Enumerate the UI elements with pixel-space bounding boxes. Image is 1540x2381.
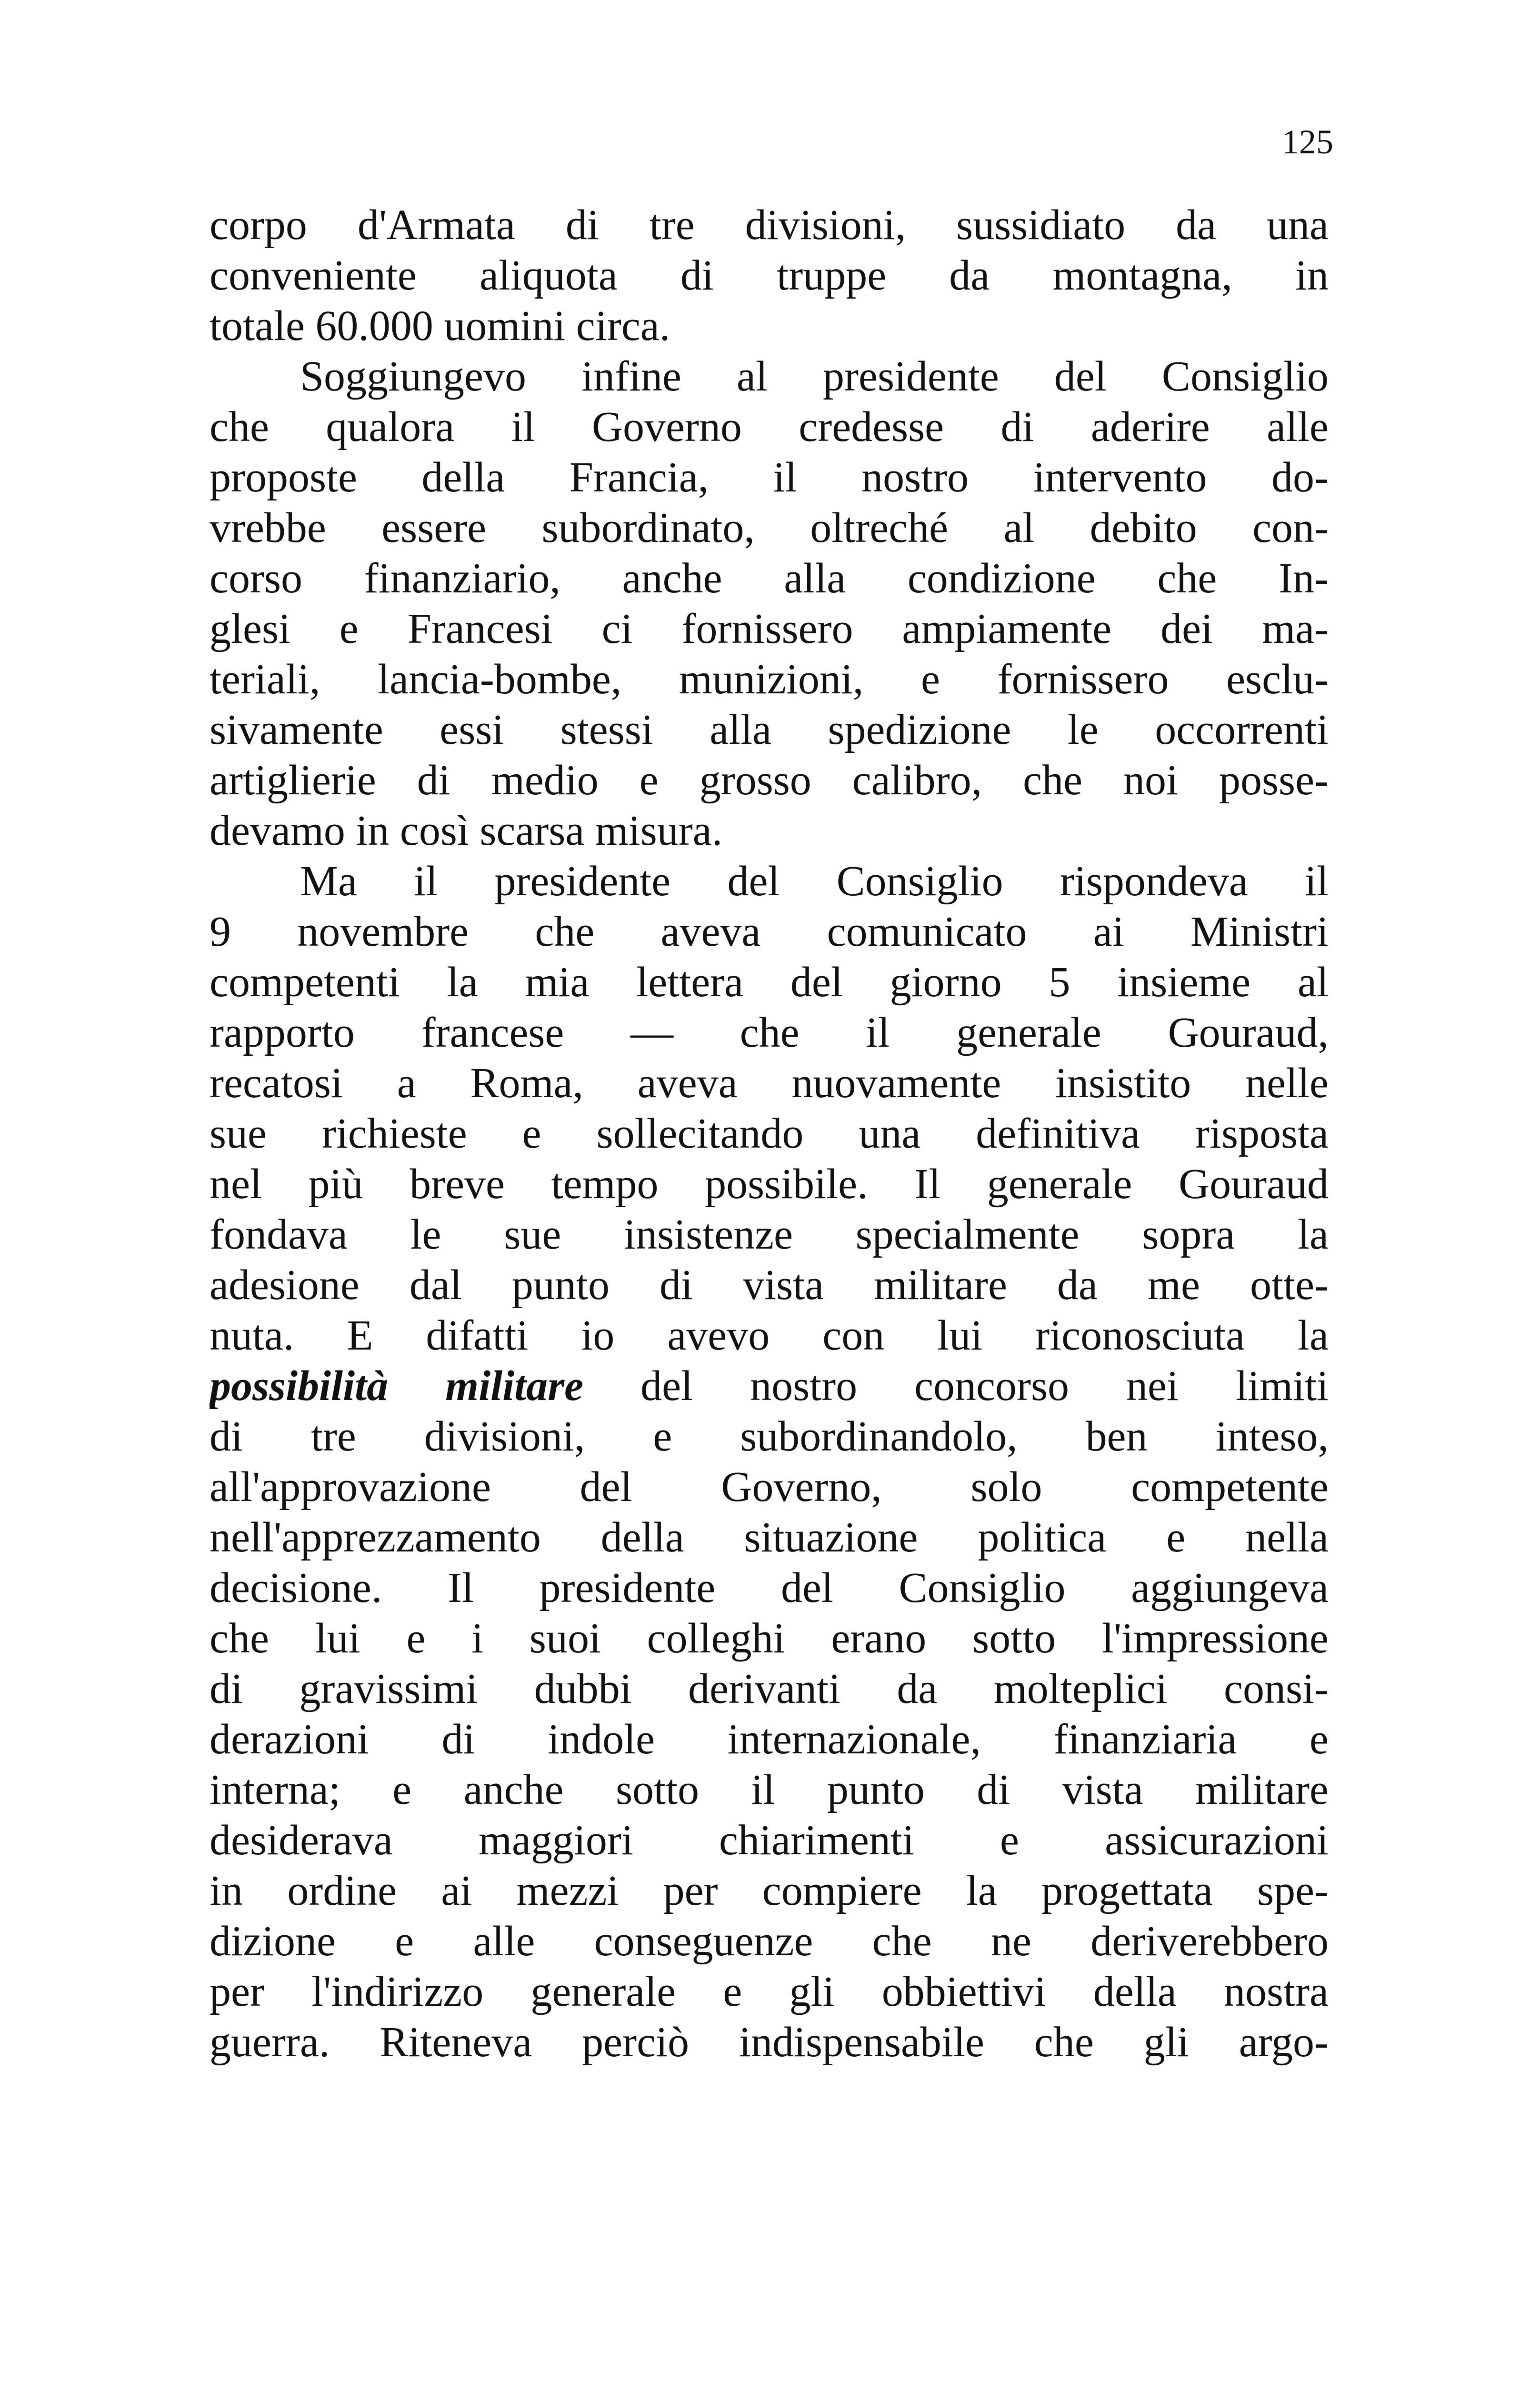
text-line: nuta. E difatti io avevo con lui riconosciuta la [210,1312,1329,1359]
text-line: artiglierie di medio e grosso calibro, che noi posse- [210,757,1329,804]
text-line: glesi e Francesi ci fornissero ampiamente dei ma- [210,605,1329,652]
text-line: per l'indirizzo generale e gli obbiettivi della nostra [210,1968,1329,2015]
text-line: decisione. Il presidente del Consiglio aggiungeva [210,1564,1329,1611]
text-fragment: del nostro concorso nei limiti [640,1362,1329,1410]
text-line: nell'apprezzamento della situazione politica e nella [210,1514,1329,1561]
text-line: proposte della Francia, il nostro intervento do- [210,454,1329,501]
text-line: devamo in così scarsa misura. [210,807,723,854]
text-line: di tre divisioni, e subordinandolo, ben inteso, [210,1413,1329,1460]
text-line: 9 novembre che aveva comunicato ai Ministri [210,908,1329,955]
text-line: desiderava maggiori chiarimenti e assicurazioni [210,1817,1329,1864]
text-line: rapporto francese — che il generale Gouraud, [210,1009,1329,1056]
text-line: in ordine ai mezzi per compiere la progettata spe- [210,1867,1329,1914]
page-number: 125 [1282,123,1333,161]
text-line-with-italic [210,1361,1329,1411]
italic-phrase: possibilità militare [210,1362,584,1410]
text-line: che lui e i suoi colleghi erano sotto l'impressione [210,1615,1329,1662]
paragraph-first-line: Soggiungevo infine al presidente del Consiglio [300,353,1329,400]
text-line: competenti la mia lettera del giorno 5 insieme al [210,959,1329,1006]
text-line: corso finanziario, anche alla condizione che In- [210,555,1329,602]
text-line: di gravissimi dubbi derivanti da molteplici consi- [210,1665,1329,1712]
text-line: fondava le sue insistenze specialmente sopra la [210,1211,1329,1258]
text-line: interna; e anche sotto il punto di vista militare [210,1766,1329,1813]
text-line: dizione e alle conseguenze che ne deriverebbero [210,1918,1329,1965]
text-line: vrebbe essere subordinato, oltreché al debito con- [210,504,1329,551]
text-line: sue richieste e sollecitando una definitiva risposta [210,1110,1329,1157]
text-line: conveniente aliquota di truppe da montagna, in [210,252,1329,299]
text-line: adesione dal punto di vista militare da me otte- [210,1261,1329,1309]
text-line: nel più breve tempo possibile. Il generale Gouraud [210,1160,1329,1208]
text-line: guerra. Riteneva perciò indispensabile che gli argo- [210,2019,1329,2066]
text-line: all'approvazione del Governo, solo competente [210,1463,1329,1511]
text-line: che qualora il Governo credesse di aderire alle [210,403,1329,450]
text-line: derazioni di indole internazionale, finanziaria e [210,1716,1329,1763]
text-line: sivamente essi stessi alla spedizione le occorrenti [210,706,1329,753]
body-text [210,200,1329,2068]
text-line: recatosi a Roma, aveva nuovamente insistito nelle [210,1060,1329,1107]
paragraph-first-line: Ma il presidente del Consiglio rispondeva il [300,858,1329,905]
text-line: totale 60.000 uomini circa. [210,302,670,350]
text-line: corpo d'Armata di tre divisioni, sussidiato da una [210,201,1329,249]
text-line: teriali, lancia-bombe, munizioni, e fornissero esclu- [210,656,1329,703]
